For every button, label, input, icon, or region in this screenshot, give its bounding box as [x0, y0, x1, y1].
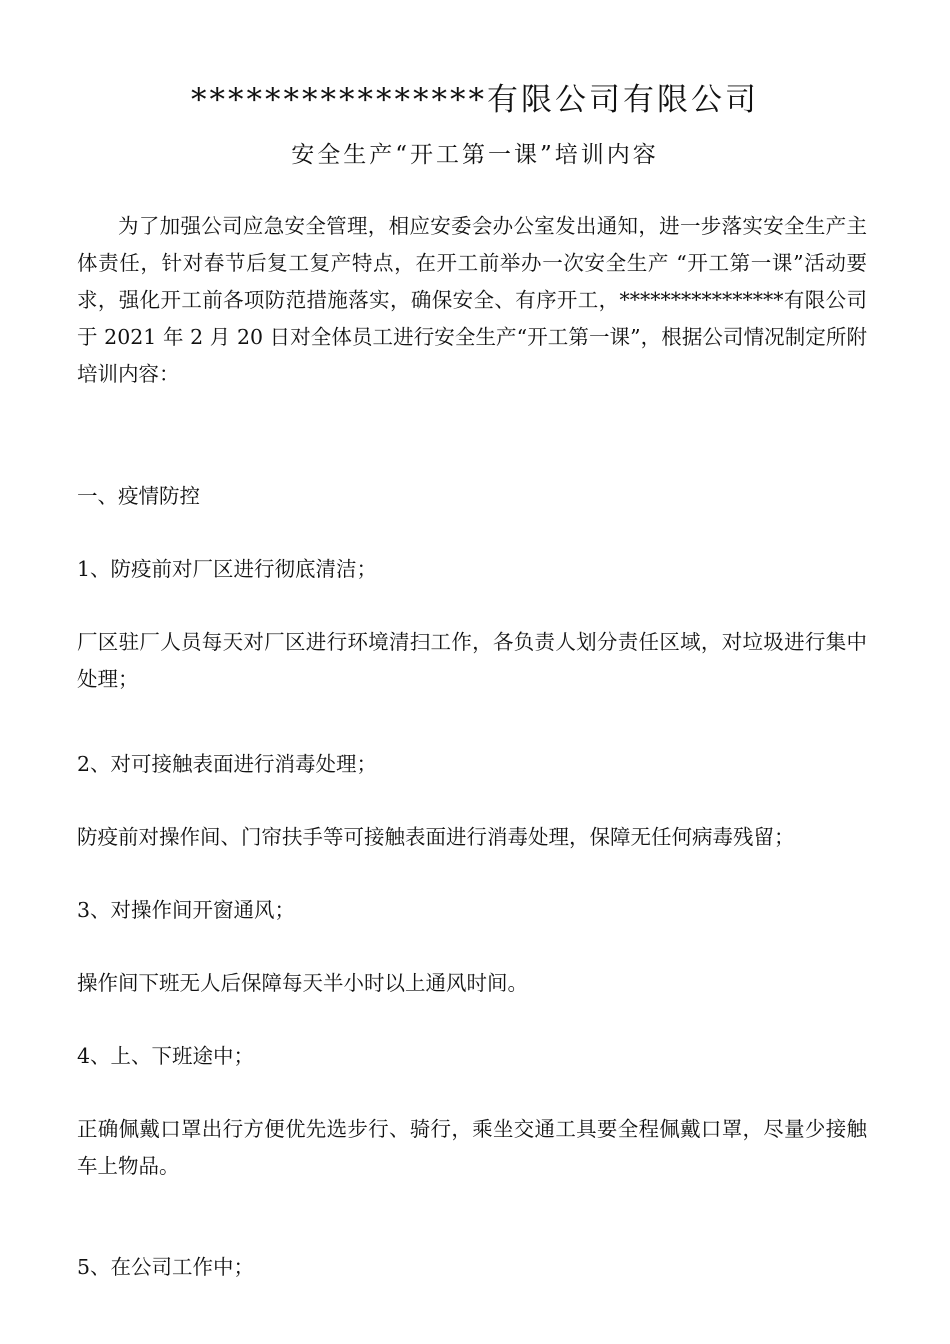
- item-4-body: 正确佩戴口罩出行方便优先选步行、骑行，乘坐交通工具要全程佩戴口罩，尽量少接触车上物品。: [77, 1117, 867, 1178]
- item-5-heading: 5、在公司工作中；: [77, 1255, 255, 1279]
- item-1-body: 厂区驻厂人员每天对厂区进行环境清扫工作，各负责人划分责任区域，对垃圾进行集中处理；: [77, 630, 867, 691]
- document-title: ****************有限公司有限公司: [191, 82, 759, 118]
- item-4-heading: 4、上、下班途中；: [77, 1044, 255, 1068]
- intro-paragraph: 为了加强公司应急安全管理，相应安委会办公室发出通知，进一步落实安全生产主体责任，针对春节后复工复产特点，在开工前举办一次安全生产 “开工第一课”活动要求，强化开工前各项防范措施落实，确保安全、有序开工，****************有限公司于 2021 年 2 月 20 日对全体员工进行安全生产“开工第一课”，根据公司情况制定所附培训内容：: [77, 214, 867, 386]
- item-2-heading: 2、对可接触表面进行消毒处理；: [77, 752, 378, 776]
- item-3-heading: 3、对操作间开窗通风；: [77, 898, 296, 922]
- section-heading-epidemic-control: 一、疫情防控: [77, 484, 200, 508]
- document-subtitle: 安全生产“开工第一课”培训内容: [291, 142, 659, 168]
- item-2-body: 防疫前对操作间、门帘扶手等可接触表面进行消毒处理，保障无任何病毒残留；: [77, 825, 795, 849]
- item-3-body: 操作间下班无人后保障每天半小时以上通风时间。: [77, 971, 528, 995]
- item-1-heading: 1、防疫前对厂区进行彻底清洁；: [77, 557, 378, 581]
